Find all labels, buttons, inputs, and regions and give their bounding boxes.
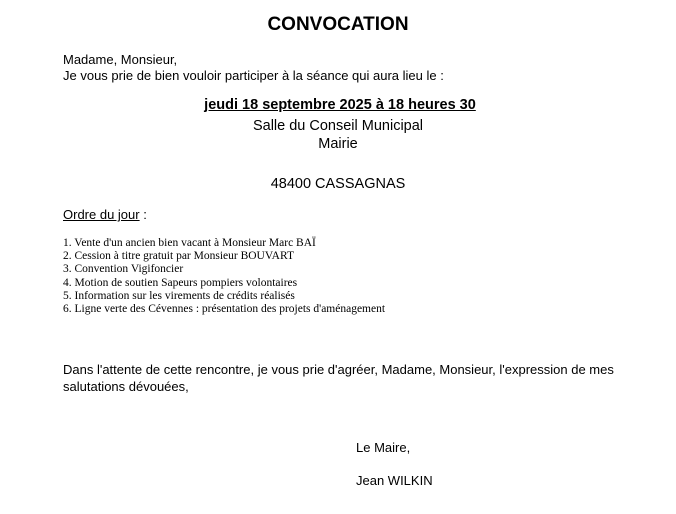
signature-name: Jean WILKIN [356, 473, 433, 488]
closing-paragraph: Dans l'attente de cette rencontre, je vous prie d'agréer, Madame, Monsieur, l'expression de mes salutations dévouées, [63, 362, 614, 394]
meeting-date: jeudi 18 septembre 2025 à 18 heures 30 [204, 97, 476, 113]
agenda-item: 5. Information sur les virements de crédits réalisés [63, 289, 295, 302]
meeting-building: Mairie [318, 136, 358, 152]
agenda-heading [63, 207, 147, 222]
agenda-list [63, 237, 385, 316]
agenda-item: 2. Cession à titre gratuit par Monsieur BOUVART [63, 250, 294, 263]
agenda-item: 4. Motion de soutien Sapeurs pompiers volontaires [63, 276, 298, 289]
signature-role: Le Maire, [356, 440, 411, 455]
intro-text: Je vous prie de bien vouloir participer à la séance qui aura lieu le : [63, 68, 444, 83]
meeting-city: 48400 CASSAGNAS [270, 176, 406, 192]
agenda-item: 6. Ligne verte des Cévennes : présentation des projets d'aménagement [63, 303, 386, 316]
greeting: Madame, Monsieur, [63, 52, 178, 67]
agenda-heading-label: Ordre du jour [63, 207, 140, 222]
meeting-place: Salle du Conseil Municipal [252, 118, 424, 134]
agenda-item: 1. Vente d'un ancien bien vacant à Monsieur Marc BAÏ [63, 237, 316, 249]
document-title: CONVOCATION [267, 14, 409, 35]
agenda-item: 3. Convention Vigifoncier [63, 263, 184, 276]
agenda-heading-colon: : [139, 207, 147, 222]
